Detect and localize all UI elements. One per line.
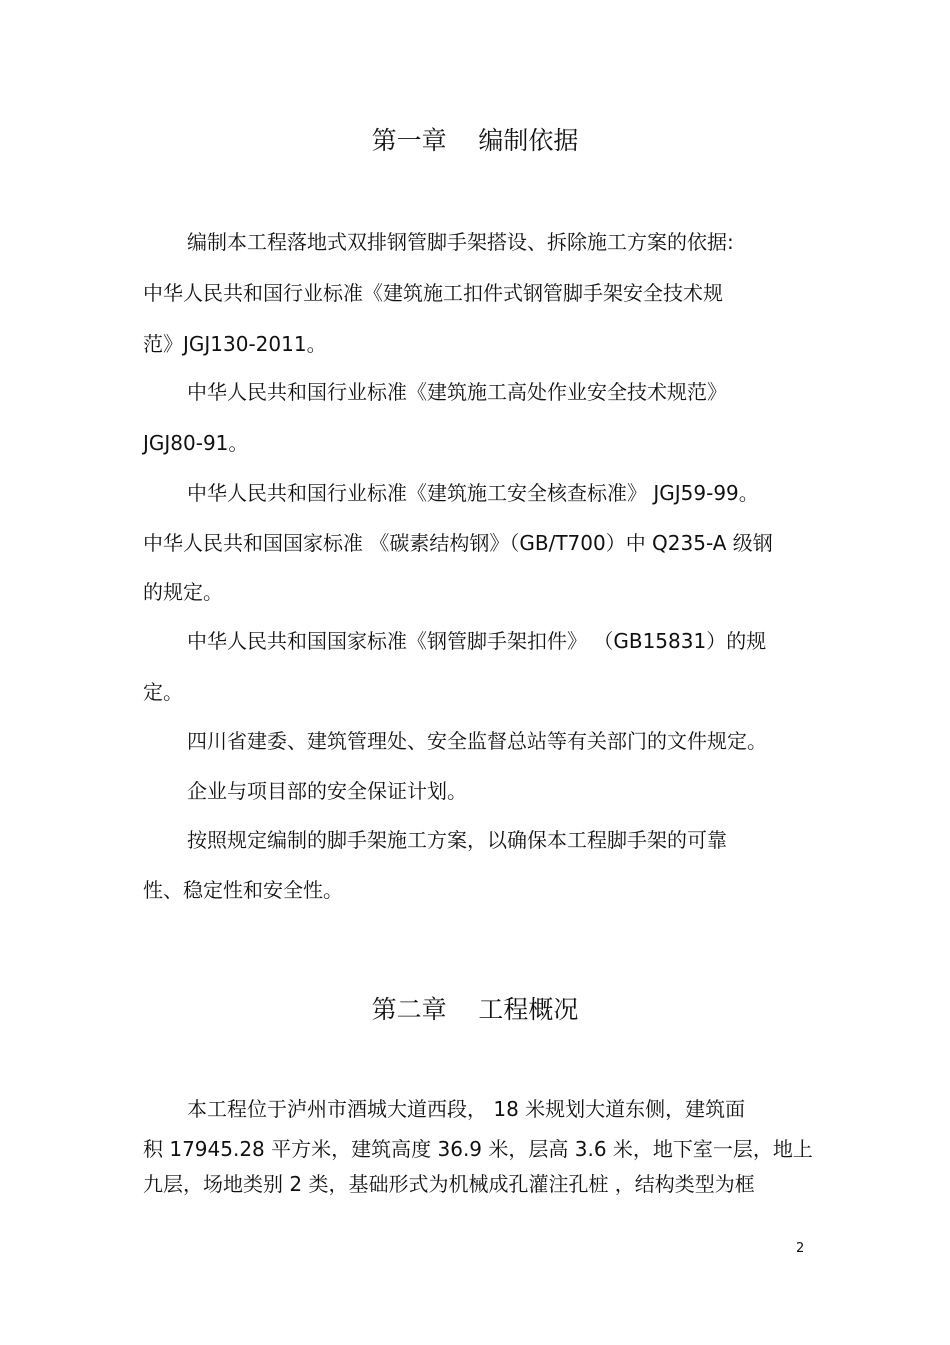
chapter-1-line-4: 中华人民共和国行业标准《建筑施工高处作业安全技术规范》 xyxy=(187,380,727,404)
chapter-1-line-14: 性、稳定性和安全性。 xyxy=(143,878,343,902)
chapter-1-line-9: 中华人民共和国国家标准《钢管脚手架扣件》 （GB15831）的规 xyxy=(187,629,767,653)
chapter-1-line-11: 四川省建委、建筑管理处、安全监督总站等有关部门的文件规定。 xyxy=(187,729,767,753)
chapter-1-line-10: 定。 xyxy=(143,680,183,704)
chapter-2-line-3: 九层，场地类别 2 类，基础形式为机械成孔灌注孔桩 ，结构类型为框 xyxy=(143,1172,755,1196)
chapter-1-line-13: 按照规定编制的脚手架施工方案，以确保本工程脚手架的可靠 xyxy=(187,828,727,852)
chapter-1-line-1: 编制本工程落地式双排钢管脚手架搭设、拆除施工方案的依据: xyxy=(187,230,734,254)
chapter-1-line-2: 中华人民共和国行业标准《建筑施工扣件式钢管脚手架安全技术规 xyxy=(143,281,723,305)
chapter-1-line-6: 中华人民共和国行业标准《建筑施工安全核查标准》 JGJ59-99。 xyxy=(187,481,759,505)
chapter-1-title: 第一章 编制依据 xyxy=(371,126,579,155)
chapter-2-line-2: 积 17945.28 平方米，建筑高度 36.9 米，层高 3.6 米，地下室一层，地上 xyxy=(143,1137,813,1161)
chapter-1-line-12: 企业与项目部的安全保证计划。 xyxy=(187,779,467,803)
chapter-1-line-3: 范》JGJ130-2011。 xyxy=(143,332,327,356)
chapter-1-line-8: 的规定。 xyxy=(143,580,223,604)
chapter-1-line-5: JGJ80-91。 xyxy=(143,431,249,455)
chapter-1-line-7: 中华人民共和国国家标准 《碳素结构钢》（GB/T700）中 Q235-A 级钢 xyxy=(143,531,773,555)
chapter-2-line-1: 本工程位于泸州市酒城大道西段， 18 米规划大道东侧，建筑面 xyxy=(187,1097,746,1121)
chapter-2-title: 第二章 工程概况 xyxy=(371,995,579,1024)
page-number: 2 xyxy=(796,1241,805,1256)
